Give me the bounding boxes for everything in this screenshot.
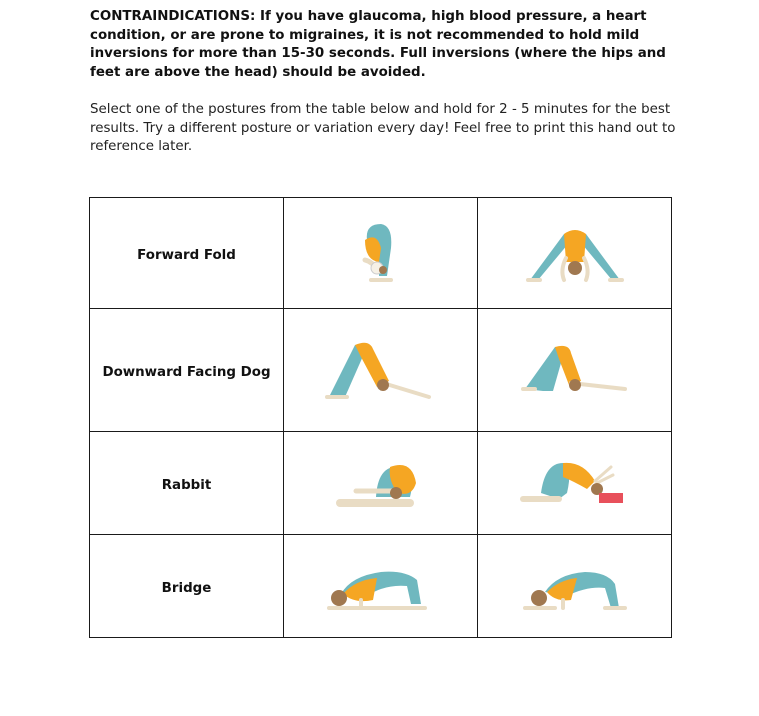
posture-image-cell <box>478 309 672 432</box>
posture-name: Rabbit <box>161 477 212 493</box>
posture-image-cell <box>478 535 672 638</box>
downward-dog-icon <box>321 335 441 405</box>
posture-name-cell <box>90 535 284 638</box>
rabbit-pose-icon <box>326 453 436 513</box>
posture-name: Bridge <box>161 580 212 596</box>
postures-table <box>89 197 672 638</box>
bridge-pose-icon <box>321 556 441 616</box>
posture-image-cell <box>284 198 478 309</box>
posture-name: Downward Facing Dog <box>102 364 271 380</box>
table-row <box>90 535 672 638</box>
posture-name-cell <box>90 309 284 432</box>
table-row <box>90 432 672 535</box>
forward-fold-standing-icon <box>351 218 411 288</box>
table-row <box>90 198 672 309</box>
posture-image-cell <box>284 535 478 638</box>
dolphin-pose-icon <box>515 335 635 405</box>
posture-image-cell <box>284 432 478 535</box>
posture-image-cell <box>478 198 672 309</box>
contraindications-text: CONTRAINDICATIONS: If you have glaucoma, high blood pressure, a heart condition, or are prone to migraines, it is not recommended to hold mild inversions for more than 15-30 seconds. Full inversions (where the hips and feet are above the head) should be avoided. <box>90 9 666 80</box>
posture-name-cell <box>90 198 284 309</box>
table-row <box>90 309 672 432</box>
bridge-pose-variation-icon <box>515 556 635 616</box>
forward-fold-wide-legged-icon <box>520 218 630 288</box>
posture-name: Forward Fold <box>137 247 236 263</box>
posture-name-cell <box>90 432 284 535</box>
rabbit-pose-with-block-icon <box>515 453 635 513</box>
instructions-text: Select one of the postures from the table below and hold for 2 - 5 minutes for the best results. Try a different posture or variation every day! Feel free to print this hand out to reference later. <box>90 102 676 155</box>
posture-image-cell <box>284 309 478 432</box>
posture-image-cell <box>478 432 672 535</box>
